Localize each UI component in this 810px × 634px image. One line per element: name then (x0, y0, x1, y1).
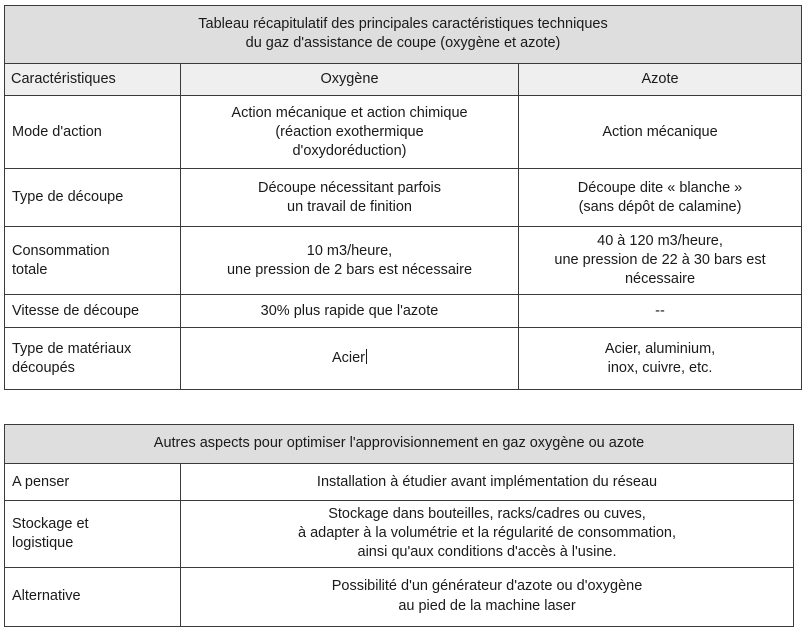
cell-oxygene-vitesse (181, 295, 519, 328)
cell-line: découpés (12, 359, 75, 376)
cell-line: d'oxydoréduction) (292, 142, 407, 159)
row-label-type-decoupe: Type de découpe (5, 169, 181, 227)
table-one-title-line-2: du gaz d'assistance de coupe (oxygène et azote) (245, 35, 561, 52)
table-one-title (5, 6, 802, 64)
cell-oxygene-mode-action (181, 96, 519, 169)
cell-line: Stockage dans bouteilles, racks/cadres ou cuves, (328, 506, 646, 523)
cell-line: totale (12, 261, 48, 278)
cell-line: -- (655, 302, 665, 319)
row-label-alternative: Alternative (5, 567, 181, 626)
cell-line: une pression de 2 bars est nécessaire (226, 261, 473, 278)
cell-alternative-value (181, 567, 794, 626)
cell-a-penser-value (181, 464, 794, 501)
column-header-oxygene: Oxygène (181, 64, 519, 96)
table-row (5, 96, 802, 169)
cell-line: à adapter à la volumétrie et la régularité de consommation, (298, 525, 677, 542)
cell-line: Consommation (12, 242, 110, 259)
cell-line: nécessaire (624, 271, 696, 288)
cell-line: Installation à étudier avant implémentation du réseau (316, 473, 658, 490)
cell-oxygene-type-decoupe (181, 169, 519, 227)
cell-line: 30% plus rapide que l'azote (260, 302, 439, 319)
cell-line: Possibilité d'un générateur d'azote ou d'oxygène (331, 578, 643, 595)
cell-azote-vitesse (519, 295, 802, 328)
cell-line: ainsi qu'aux conditions d'accès à l'usine. (357, 544, 617, 561)
cell-azote-materiaux (519, 328, 802, 390)
cell-line: Découpe dite « blanche » (577, 179, 743, 196)
table-row (5, 501, 794, 567)
table-one-title-line-1: Tableau récapitulatif des principales caractéristiques techniques (198, 16, 608, 32)
cell-line: logistique (12, 534, 74, 551)
table-two-title: Autres aspects pour optimiser l'approvisionnement en gaz oxygène ou azote (5, 425, 794, 464)
cell-azote-mode-action (519, 96, 802, 169)
cell-oxygene-materiaux[interactable] (181, 328, 519, 390)
cell-line: une pression de 22 à 30 bars est (554, 252, 766, 269)
cell-line: 10 m3/heure, (306, 242, 393, 259)
cell-line: Type de matériaux (12, 340, 132, 357)
table-row (5, 295, 802, 328)
cell-line: au pied de la machine laser (398, 597, 576, 614)
cell-line: Stockage et (12, 515, 89, 532)
cell-stockage-value (181, 501, 794, 567)
table-one-title-row (5, 6, 802, 64)
other-aspects-table (4, 424, 794, 627)
cell-oxygene-consommation (181, 227, 519, 295)
cell-line: 40 à 120 m3/heure, (597, 233, 723, 250)
table-row (5, 169, 802, 227)
table-row (5, 464, 794, 501)
cell-line: inox, cuivre, etc. (607, 359, 713, 376)
cell-line: Acier, aluminium, (604, 340, 716, 357)
row-label-type-materiaux (5, 328, 181, 390)
table-row (5, 328, 802, 390)
column-header-caracteristiques: Caractéristiques (5, 64, 181, 96)
cell-line: (sans dépôt de calamine) (578, 198, 742, 215)
row-label-mode-action: Mode d'action (5, 96, 181, 169)
table-one-header-row (5, 64, 802, 96)
cell-line: (réaction exothermique (275, 123, 424, 140)
table-two-title-row (5, 425, 794, 464)
gas-characteristics-table (4, 5, 802, 390)
table-row (5, 567, 794, 626)
cell-line: Découpe nécessitant parfois (258, 179, 441, 196)
cell-line: Acier (331, 350, 366, 367)
cell-line: un travail de finition (287, 198, 412, 215)
cell-line: Action mécanique et action chimique (231, 104, 468, 121)
cell-azote-consommation (519, 227, 802, 295)
cell-line: Action mécanique (602, 123, 718, 140)
column-header-azote: Azote (519, 64, 802, 96)
row-label-stockage-logistique (5, 501, 181, 567)
row-label-consommation-totale (5, 227, 181, 295)
cell-azote-type-decoupe (519, 169, 802, 227)
row-label-a-penser: A penser (5, 464, 181, 501)
text-cursor-caret (366, 349, 367, 364)
row-label-vitesse-decoupe: Vitesse de découpe (5, 295, 181, 328)
table-row (5, 227, 802, 295)
